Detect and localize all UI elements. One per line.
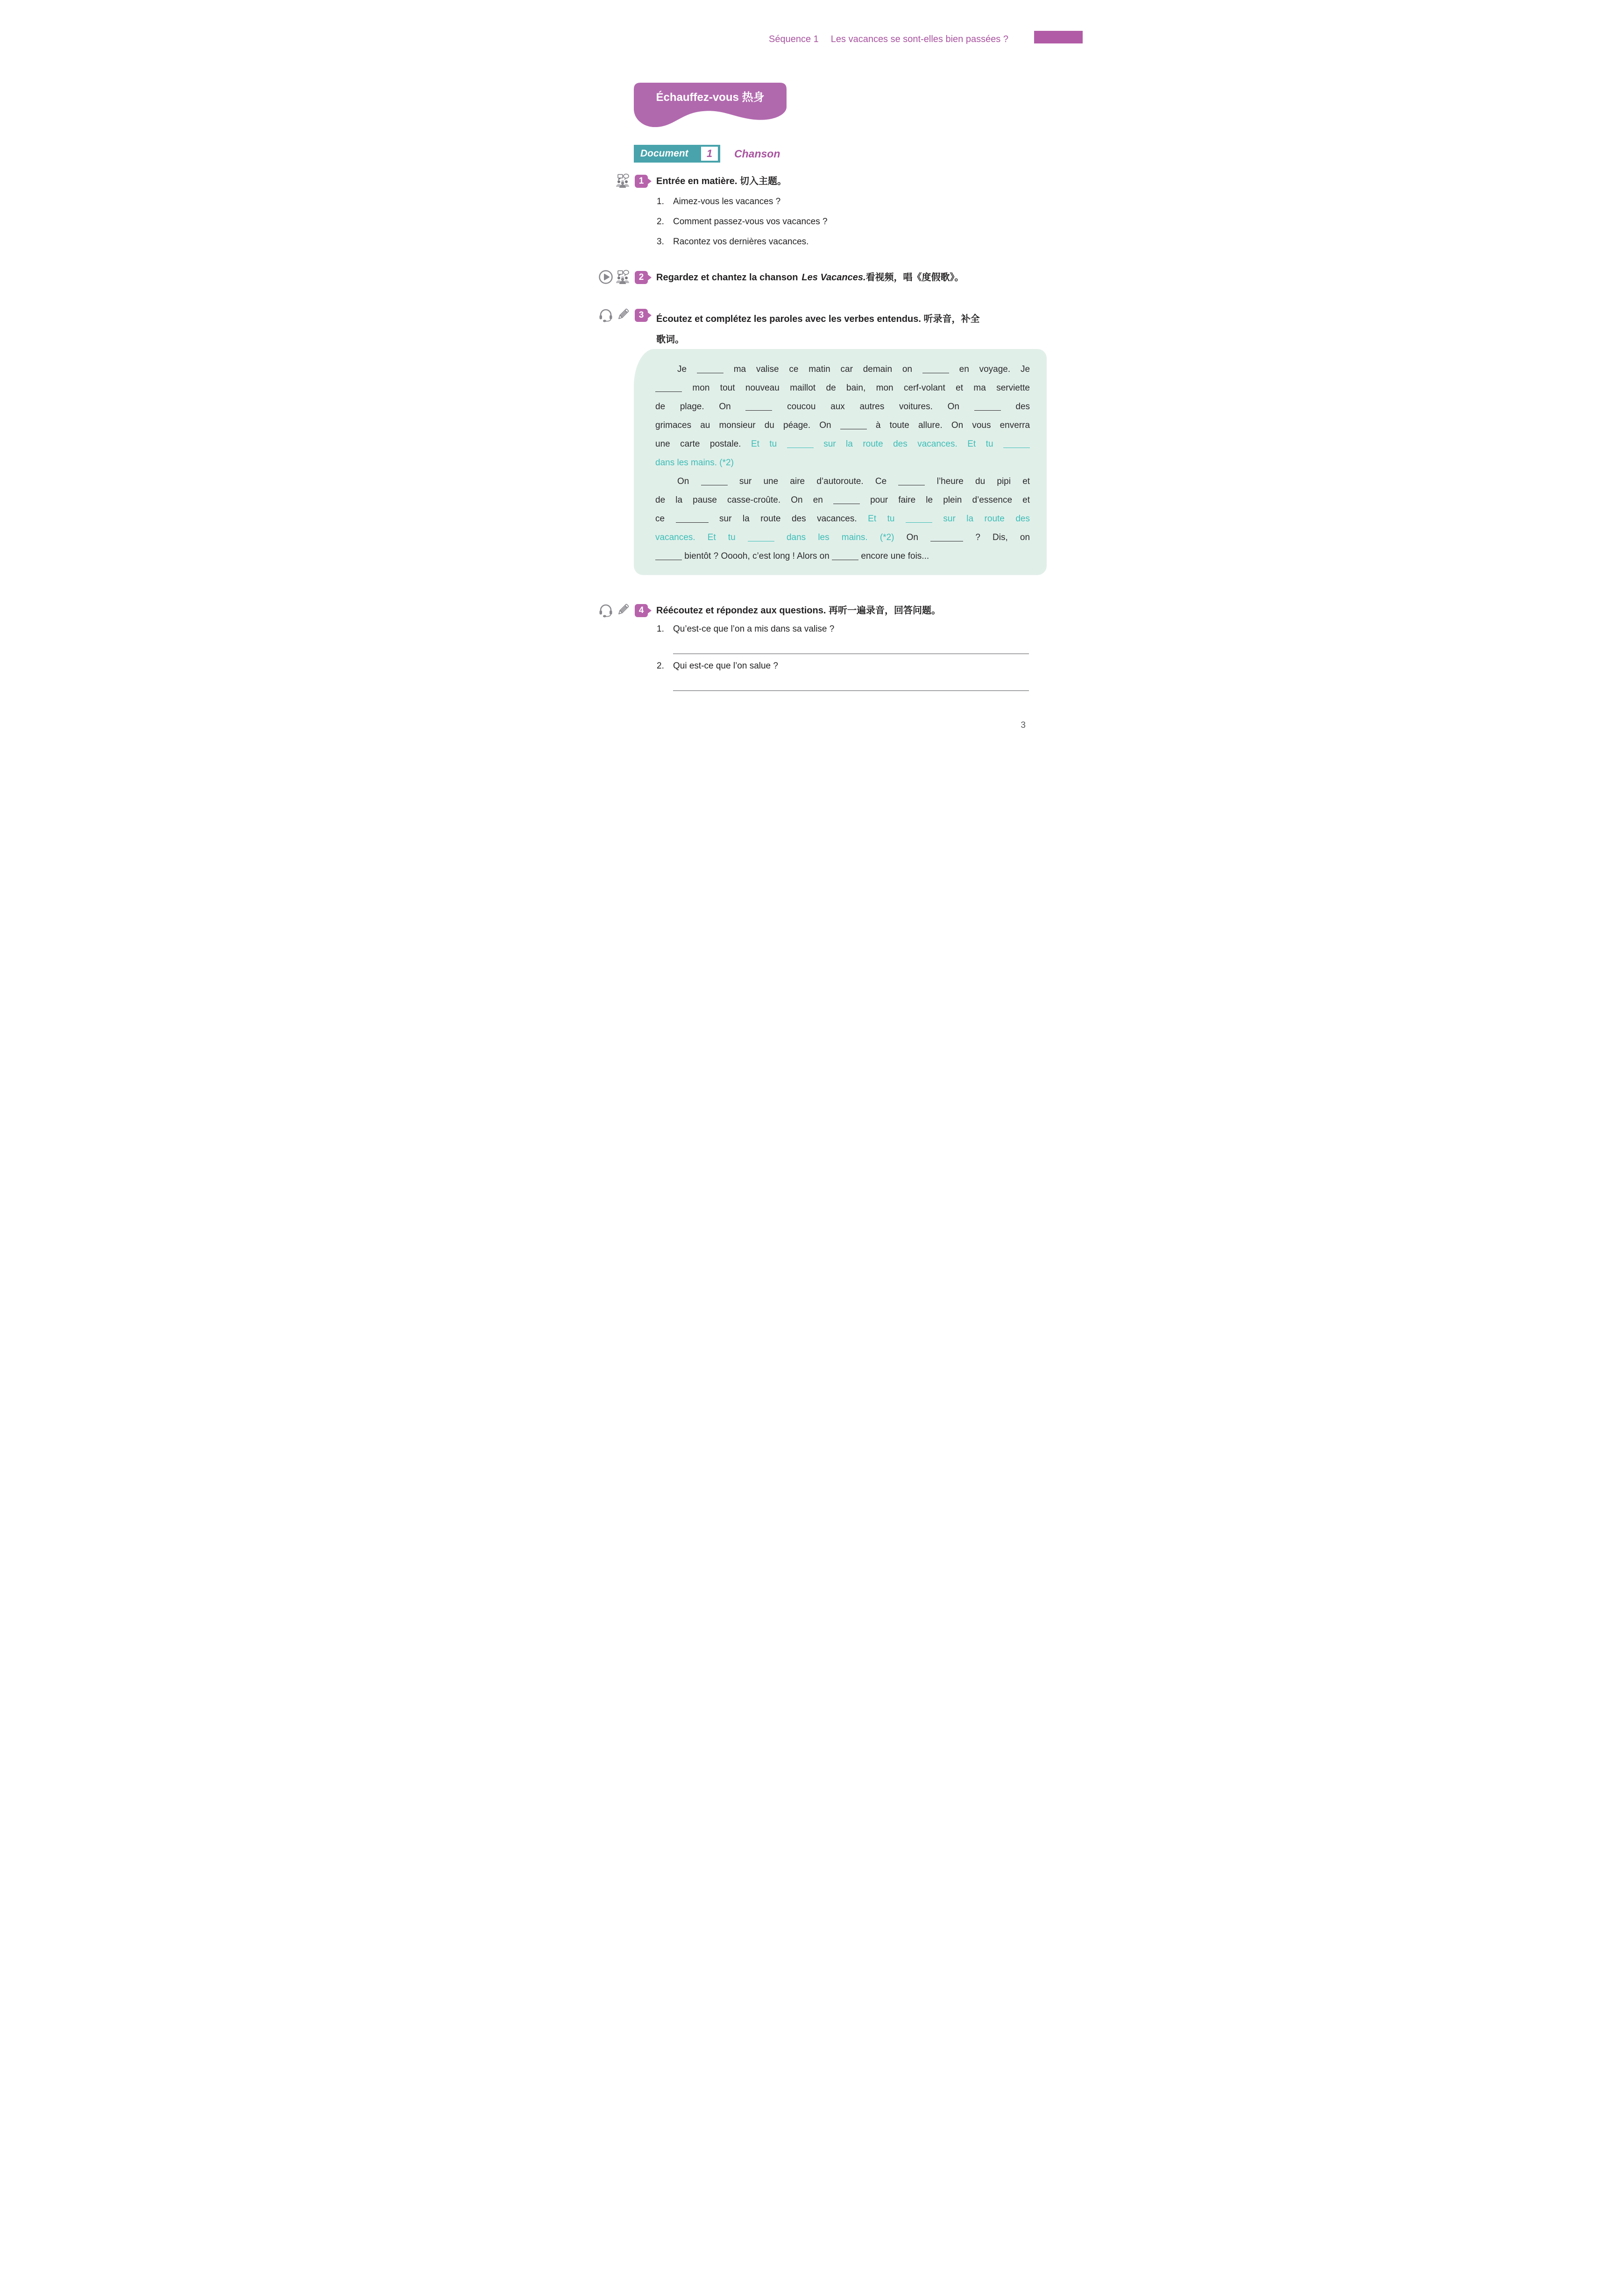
exercise-1	[541, 175, 1030, 249]
headset-icon	[598, 307, 613, 322]
lyric-blank[interactable]	[745, 404, 772, 411]
exercise-number-badge: 4	[635, 604, 648, 617]
warmup-badge-label: Échauffez-vous 热身	[656, 91, 765, 104]
lyric-text: mon tout nouveau maillot de bain, mon cerf-volant et ma serviette	[692, 383, 1030, 393]
lyric-blank[interactable]	[748, 534, 774, 541]
discussion-icon	[615, 173, 630, 188]
lyric-text: Et tu	[868, 514, 895, 524]
page-number: 3	[1021, 720, 1026, 730]
document-label: Document	[640, 148, 688, 159]
lyric-blank[interactable]	[898, 478, 925, 485]
exercise-number-badge: 1	[635, 175, 648, 188]
list-item-text: Racontez vos dernières vacances.	[673, 237, 809, 247]
lyric-line	[655, 435, 1030, 454]
song-title: Les Vacances.	[801, 272, 866, 283]
lyric-text: de plage. On	[655, 402, 731, 412]
lyric-text: ma valise ce matin car demain on	[733, 364, 912, 374]
lyric-blank[interactable]	[787, 441, 814, 448]
list-item-text: Comment passez-vous vos vacances ?	[673, 217, 828, 227]
lyric-blank[interactable]	[974, 404, 1001, 411]
exercise-4	[541, 604, 1030, 691]
lyric-line	[655, 472, 1030, 491]
list-item	[657, 195, 1030, 208]
lyric-text: sur la route des	[943, 514, 1030, 524]
lyric-text: On	[906, 533, 918, 542]
pencil-icon	[615, 307, 630, 322]
list-item-number: 2.	[657, 217, 664, 227]
document-number: 1	[701, 147, 718, 161]
question-item	[657, 660, 1030, 673]
question-text: Qu’est-ce que l’on a mis dans sa valise ?	[673, 624, 835, 634]
lyric-text: encore une fois...	[861, 551, 929, 561]
list-item	[657, 235, 1030, 249]
exercise-1-items	[541, 195, 1030, 249]
exercise-title: Regardez et chantez la chanson Les Vacances.看视频，唱《度假歌》。	[656, 272, 964, 283]
lyric-blank[interactable]	[676, 516, 709, 523]
lyric-blank[interactable]	[930, 534, 963, 541]
lyric-text: ? Dis, on	[975, 533, 1030, 542]
headset-icon	[598, 603, 613, 618]
lyric-line	[655, 454, 1030, 472]
exercise-title: Écoutez et complétez les paroles avec les verbes entendus. 听录音，补全 歌词。	[656, 314, 980, 345]
lyric-line	[655, 360, 1030, 379]
lyric-text: dans les mains. (*2)	[786, 533, 894, 542]
lyric-text: de la pause casse-croûte. On en	[655, 495, 823, 505]
lyric-text: une carte postale.	[655, 439, 741, 449]
exercise-3	[541, 309, 1030, 350]
lyric-text: vacances. Et tu	[655, 533, 736, 542]
lyric-blank[interactable]	[833, 497, 860, 504]
exercise-number-badge: 3	[635, 309, 648, 322]
exercise-title: Réécoutez et répondez aux questions. 再听一遍录音，回答问题。	[656, 605, 941, 616]
answer-line[interactable]	[673, 690, 1029, 691]
lyric-line	[655, 528, 1030, 547]
document-subtitle: Chanson	[734, 147, 780, 160]
lyric-text: sur la route des vacances.	[719, 514, 857, 524]
lyrics-box	[634, 349, 1047, 575]
lyric-text: On	[677, 477, 689, 486]
lyric-text: Et tu	[751, 439, 777, 449]
sequence-label: Séquence 1	[769, 34, 819, 44]
lyric-blank[interactable]	[840, 422, 867, 429]
list-item-number: 1.	[657, 197, 664, 206]
lyric-text: coucou aux autres voitures. On	[787, 402, 959, 412]
lyric-text: en voyage. Je	[959, 364, 1030, 374]
exercise-4-questions	[541, 623, 1030, 691]
lyric-text: des	[1015, 402, 1030, 412]
lyric-blank[interactable]	[906, 516, 932, 523]
lyric-blank[interactable]	[832, 553, 858, 560]
exercise-title: Entrée en matière. 切入主题。	[656, 176, 787, 186]
lyric-blank[interactable]	[697, 366, 723, 373]
sequence-title: Les vacances se sont-elles bien passées ?	[830, 34, 1008, 44]
exercise-2	[541, 271, 1030, 284]
lyric-line	[655, 510, 1030, 528]
lyric-text: ce	[655, 514, 665, 524]
page-header	[769, 34, 1008, 45]
header-accent-bar	[1034, 31, 1083, 43]
lyric-line	[655, 491, 1030, 510]
document-heading	[634, 145, 780, 163]
lyric-blank[interactable]	[655, 553, 682, 560]
list-item-text: Aimez-vous les vacances ?	[673, 197, 781, 206]
list-item	[657, 215, 1030, 228]
lyric-text: l’heure du pipi et	[936, 477, 1030, 486]
lyric-text: bientôt ? Ooooh, c’est long ! Alors on	[684, 551, 830, 561]
discussion-icon	[615, 270, 630, 285]
exercise-number-badge: 2	[635, 271, 648, 284]
lyric-text: à toute allure. On vous enverra	[875, 420, 1030, 430]
lyric-text: dans les mains. (*2)	[655, 458, 734, 468]
list-item-number: 3.	[657, 237, 664, 247]
lyric-text: Je	[677, 364, 687, 374]
lyric-text: grimaces au monsieur du péage. On	[655, 420, 831, 430]
page	[541, 0, 1083, 764]
pencil-icon	[615, 603, 630, 618]
lyric-blank[interactable]	[922, 366, 949, 373]
lyric-blank[interactable]	[655, 385, 682, 392]
lyric-blank[interactable]	[1003, 441, 1030, 448]
play-icon	[598, 270, 613, 285]
lyric-line	[655, 398, 1030, 416]
warmup-badge	[634, 83, 787, 127]
lyric-blank[interactable]	[701, 478, 728, 485]
lyric-line	[655, 379, 1030, 398]
lyric-line	[655, 416, 1030, 435]
question-text: Qui est-ce que l’on salue ?	[673, 661, 778, 671]
lyric-text: sur une aire d’autoroute. Ce	[739, 477, 887, 486]
question-number: 2.	[657, 661, 664, 671]
document-badge	[634, 145, 720, 163]
question-number: 1.	[657, 624, 664, 634]
question-item	[657, 623, 1030, 636]
lyric-line	[655, 547, 1030, 566]
lyric-text: sur la route des vacances. Et tu	[823, 439, 993, 449]
lyric-text: pour faire le plein d’essence et	[870, 495, 1030, 505]
